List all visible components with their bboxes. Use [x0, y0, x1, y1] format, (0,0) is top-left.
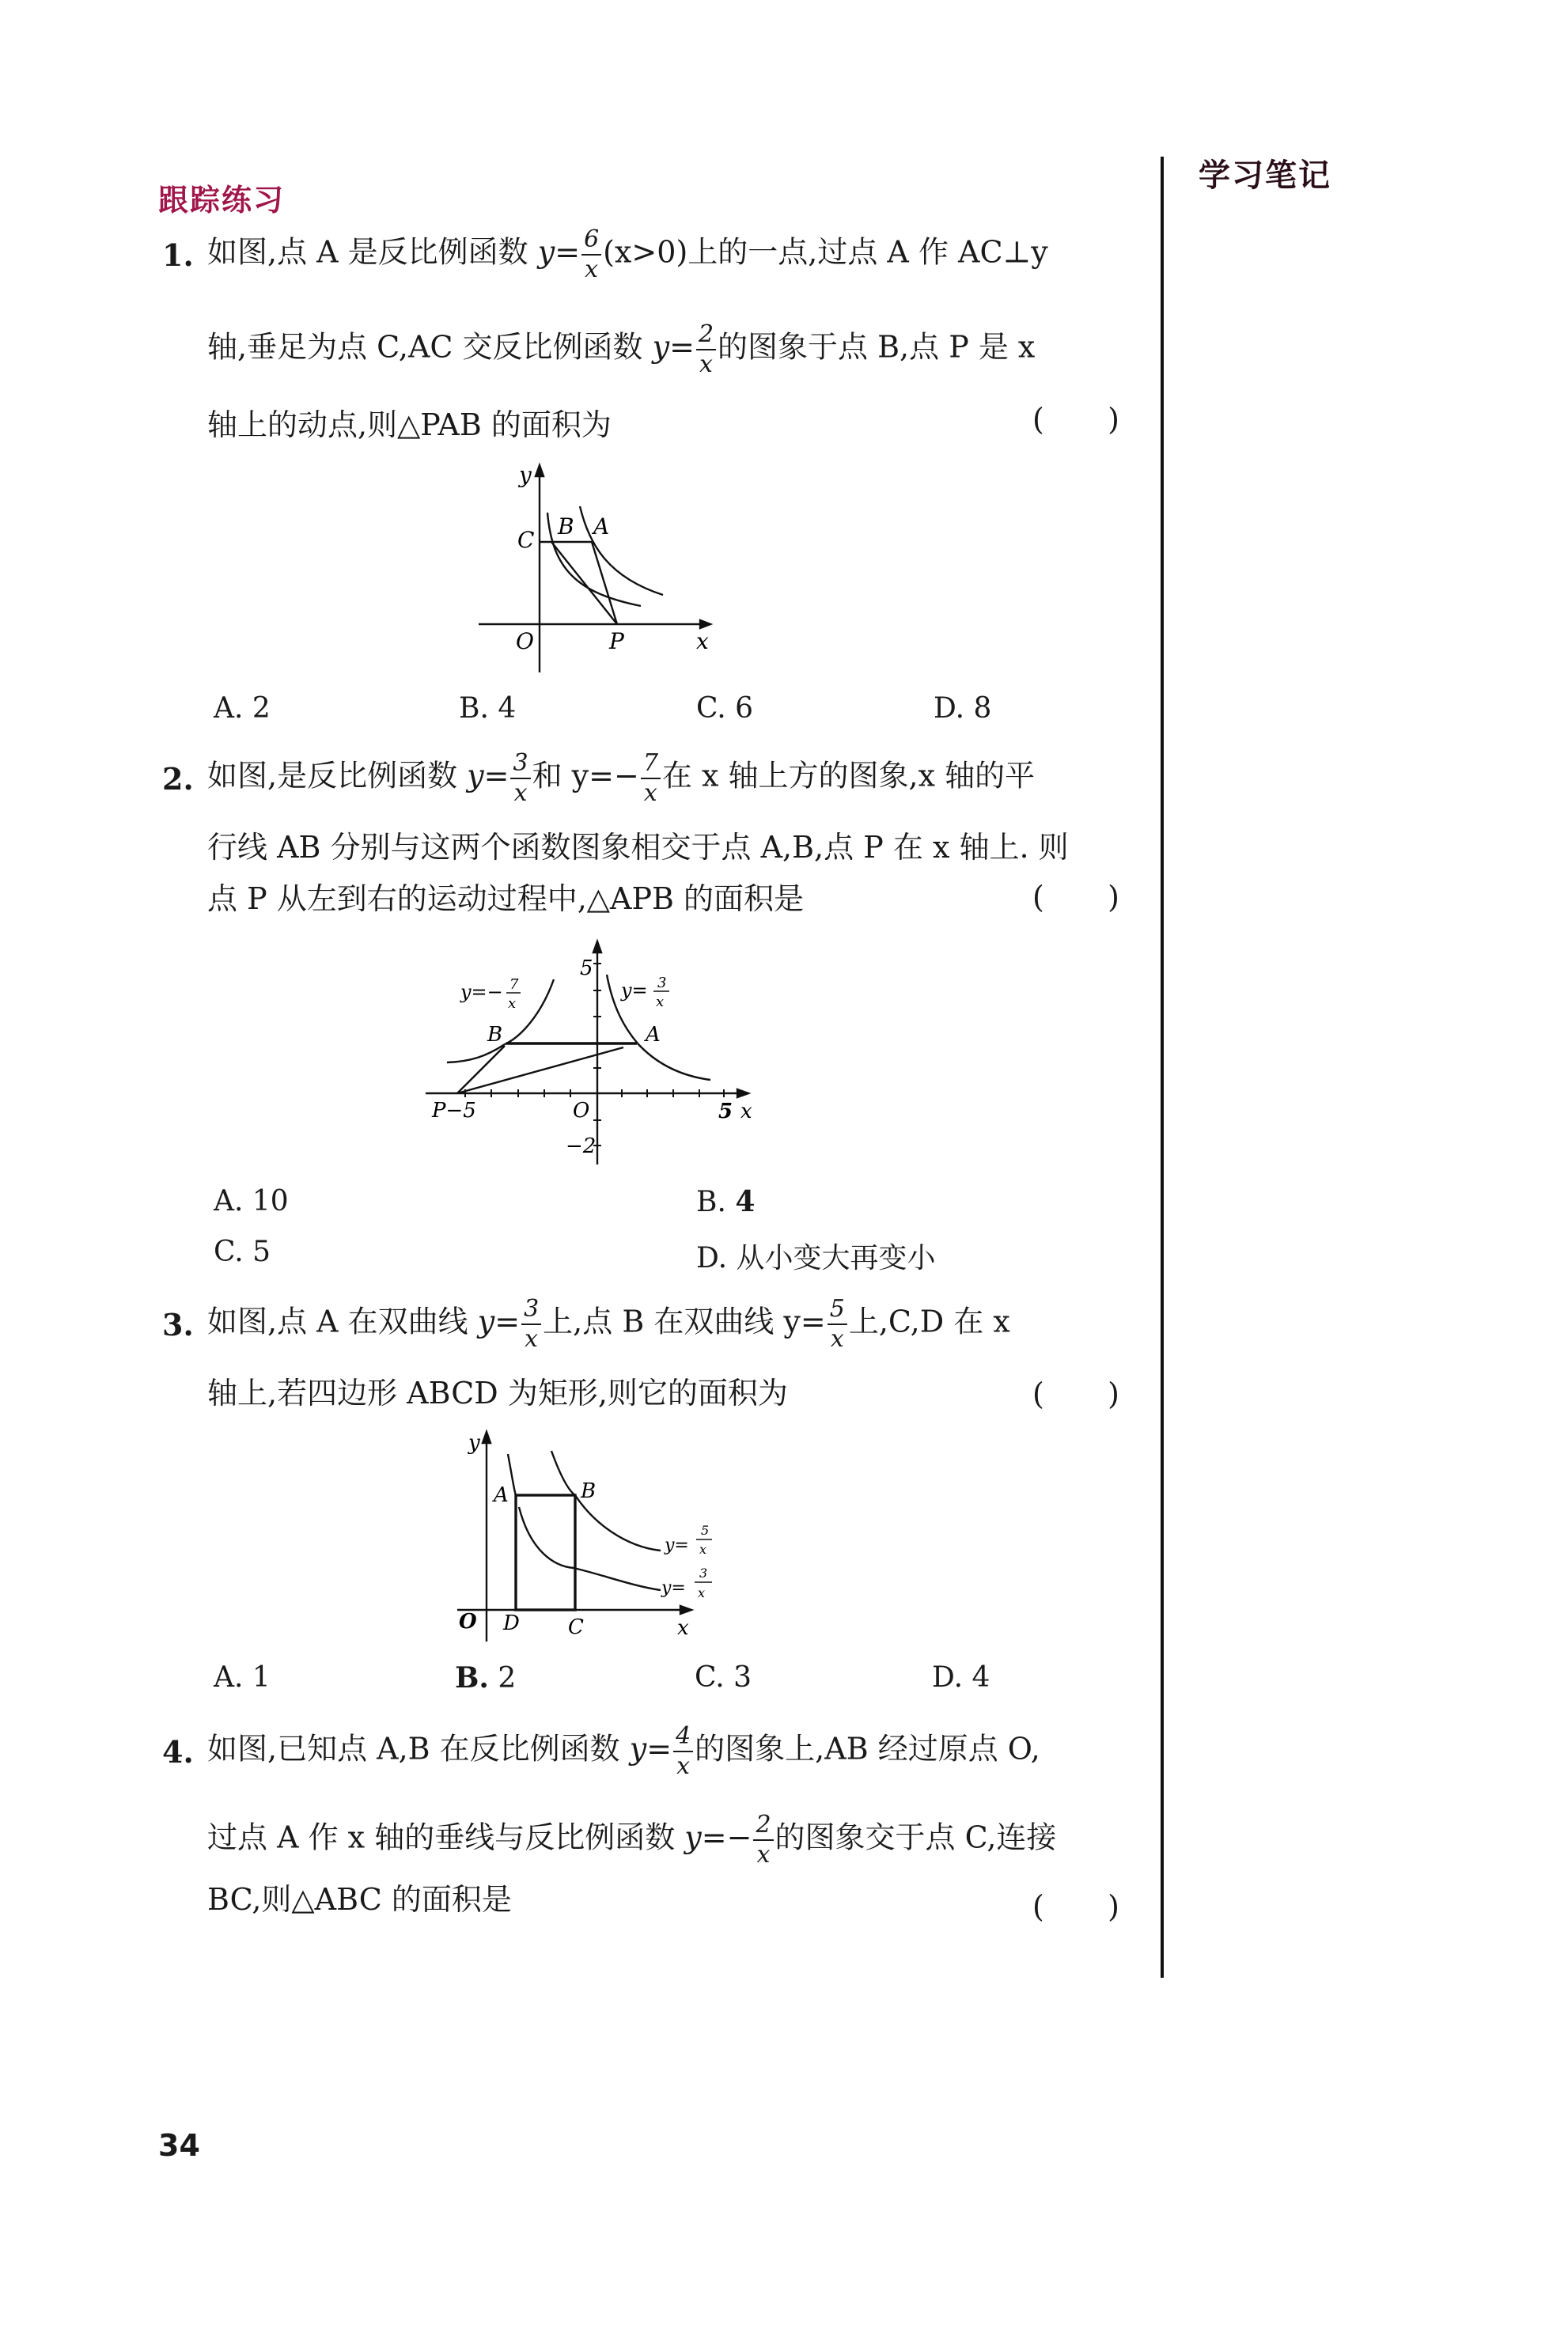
option-a[interactable]: [214, 1185, 289, 1218]
point-label: P: [609, 628, 624, 654]
answer-blank[interactable]: [1032, 880, 1119, 915]
column-divider: [1161, 157, 1164, 1978]
numerator: 2: [696, 323, 716, 350]
text: 在 x 轴上方的图象,x 轴的平: [661, 758, 1036, 793]
denominator: x: [513, 779, 528, 807]
option-value: 4: [971, 1661, 990, 1694]
math-y: y=: [652, 329, 695, 365]
notes-column-title: 学习笔记: [1199, 157, 1331, 194]
option-label: D.: [932, 1661, 964, 1694]
curve-label-left-num: 7: [509, 976, 519, 993]
point-label: C: [517, 527, 535, 553]
option-label: B.: [459, 692, 489, 725]
math-y: y=: [629, 1731, 672, 1767]
curve-label-right-den: x: [656, 994, 665, 1010]
origin-label: O: [516, 628, 534, 654]
option-value: 1: [252, 1661, 271, 1694]
numerator: 3: [510, 752, 530, 779]
fraction: [521, 1297, 541, 1351]
point-label: D: [503, 1611, 520, 1635]
paren-close: ): [1108, 402, 1119, 437]
text: 如图,点 A 是反比例函数: [207, 234, 538, 270]
question-line: [207, 1722, 1040, 1780]
fraction: [581, 225, 601, 283]
denominator: x: [756, 1841, 771, 1869]
option-label: D.: [696, 1242, 728, 1274]
curve-label-left-den: x: [508, 995, 517, 1012]
option-d[interactable]: [932, 1661, 990, 1694]
answer-blank[interactable]: [1032, 1377, 1119, 1411]
fraction: [673, 1722, 693, 1780]
fraction: [641, 749, 661, 807]
figure-3: [443, 1416, 728, 1649]
page-number: 34: [158, 2128, 200, 2163]
point-label: C: [568, 1615, 584, 1639]
text: (x>0)上的一点,过点 A 作 AC⊥y: [603, 234, 1048, 270]
fraction: [753, 1813, 773, 1867]
point-label: A: [593, 513, 610, 540]
option-label: B.: [696, 1186, 726, 1218]
tick-label-x: P−5: [432, 1099, 476, 1123]
question-line: [207, 320, 1036, 378]
denominator: x: [643, 779, 657, 807]
option-c[interactable]: [214, 1236, 271, 1268]
option-b[interactable]: [696, 1185, 755, 1218]
option-label: A.: [214, 1661, 244, 1694]
axis-x-label: x: [740, 1100, 752, 1123]
option-b[interactable]: [459, 692, 516, 725]
numerator: 4: [673, 1725, 693, 1752]
question-line: [207, 1813, 1056, 1867]
option-value: 4: [498, 692, 517, 725]
question-number: 3.: [162, 1307, 194, 1342]
option-d[interactable]: [934, 692, 991, 725]
tick-label-y: 5: [580, 956, 593, 980]
text: 轴,垂足为点 C,AC 交反比例函数: [207, 329, 653, 365]
paren-open: (: [1032, 1377, 1044, 1411]
point-label: B: [487, 1023, 503, 1047]
axis-y-label: y: [468, 1431, 480, 1455]
curve-label-bottom-den: x: [698, 1585, 706, 1600]
option-label: A.: [214, 1185, 244, 1218]
question-line: 轴上,若四边形 ABCD 为矩形,则它的面积为: [207, 1376, 788, 1411]
tick-label-y: −2: [566, 1134, 597, 1158]
question-line: 点 P 从左到右的运动过程中,△APB 的面积是: [207, 881, 805, 916]
paren-close: ): [1108, 1377, 1119, 1411]
curve-label-top-den: x: [699, 1542, 707, 1557]
option-label: C.: [696, 692, 726, 725]
option-value: 5: [252, 1236, 271, 1268]
text: 的图象交于点 C,连接: [775, 1820, 1057, 1855]
option-label: A.: [214, 692, 244, 725]
answer-blank[interactable]: [1032, 1889, 1119, 1924]
option-d[interactable]: [696, 1236, 936, 1276]
point-label: B: [581, 1479, 597, 1503]
question-line: [207, 749, 1036, 807]
option-c[interactable]: [696, 692, 753, 725]
option-a[interactable]: [214, 692, 271, 725]
curve-label-right: y=: [621, 979, 648, 1002]
paren-close: ): [1108, 1889, 1119, 1924]
origin-label: O: [573, 1099, 590, 1123]
math-y: y=−: [684, 1820, 752, 1855]
question-number: 1.: [162, 237, 194, 273]
text: 的图象于点 B,点 P 是 x: [718, 329, 1036, 365]
fraction: [828, 1297, 847, 1351]
math-y: y=: [537, 234, 581, 270]
option-value: 2: [498, 1662, 517, 1695]
paren-open: (: [1032, 880, 1044, 915]
option-label: D.: [934, 692, 965, 725]
question-line: [207, 1297, 1010, 1351]
text: 的图象上,AB 经过原点 O,: [695, 1731, 1040, 1767]
paren-open: (: [1032, 402, 1044, 437]
fraction: [510, 749, 530, 807]
curve-label-bottom-num: 3: [699, 1566, 708, 1581]
option-value: 从小变大再变小: [736, 1242, 936, 1274]
text: 如图,是反比例函数: [207, 758, 468, 793]
question-number: 4.: [162, 1734, 194, 1770]
point-label: A: [646, 1023, 661, 1047]
option-value: 8: [973, 692, 992, 725]
fraction: [696, 320, 716, 378]
option-value: 4: [735, 1185, 756, 1218]
question-line: 轴上的动点,则△PAB 的面积为: [207, 407, 612, 442]
paren-close: ): [1108, 880, 1119, 915]
question-number: 2.: [162, 761, 194, 797]
math-y: y=: [467, 758, 509, 793]
origin-label: O: [459, 1610, 477, 1634]
numerator: 3: [521, 1297, 541, 1325]
question-line: 行线 AB 分别与这两个函数图象相交于点 A,B,点 P 在 x 轴上. 则: [207, 830, 1069, 865]
axis-y-label: y: [519, 462, 532, 488]
text: 上,C,D 在 x: [848, 1304, 1010, 1339]
option-label: C.: [695, 1661, 725, 1694]
paren-open: (: [1032, 1889, 1044, 1924]
math-y: y=: [477, 1304, 521, 1339]
question-line: BC,则△ABC 的面积是: [207, 1882, 512, 1917]
tick-label-x: 5: [718, 1100, 733, 1123]
option-value: 10: [252, 1185, 289, 1218]
curve-label-left: y=−: [460, 981, 503, 1003]
denominator: x: [830, 1325, 844, 1353]
numerator: 7: [641, 752, 661, 779]
figure-1: [459, 451, 720, 684]
denominator: x: [525, 1325, 539, 1353]
text: 如图,已知点 A,B 在反比例函数: [207, 1731, 630, 1767]
axis-x-label: x: [696, 628, 709, 654]
figure-2: [411, 933, 767, 1174]
option-value: 2: [252, 692, 271, 725]
curve-label-top: y=: [665, 1536, 689, 1555]
denominator: x: [699, 350, 713, 378]
curve-label-bottom: y=: [661, 1578, 686, 1598]
numerator: 6: [581, 228, 601, 256]
option-c[interactable]: [695, 1661, 752, 1694]
text: 上,点 B 在双曲线 y=: [543, 1304, 826, 1339]
denominator: x: [585, 256, 599, 283]
option-label: C.: [214, 1236, 244, 1268]
section-title: 跟踪练习: [158, 183, 286, 218]
axis-x-label: x: [677, 1616, 689, 1640]
numerator: 5: [828, 1297, 847, 1325]
curve-label-right-num: 3: [657, 975, 667, 991]
text: 过点 A 作 x 轴的垂线与反比例函数: [207, 1820, 685, 1855]
denominator: x: [676, 1752, 691, 1780]
text: 和 y=−: [532, 758, 639, 793]
option-a[interactable]: [214, 1661, 271, 1694]
point-label: B: [558, 513, 574, 540]
option-value: 3: [733, 1661, 752, 1694]
numerator: 2: [753, 1813, 773, 1841]
text: 如图,点 A 在双曲线: [207, 1304, 478, 1339]
question-line: [207, 225, 1048, 283]
curve-label-top-num: 5: [701, 1523, 710, 1538]
option-label: B.: [455, 1661, 489, 1695]
point-label: A: [494, 1483, 509, 1507]
answer-blank[interactable]: [1032, 402, 1119, 437]
option-b[interactable]: [455, 1661, 516, 1695]
option-value: 6: [735, 692, 754, 725]
